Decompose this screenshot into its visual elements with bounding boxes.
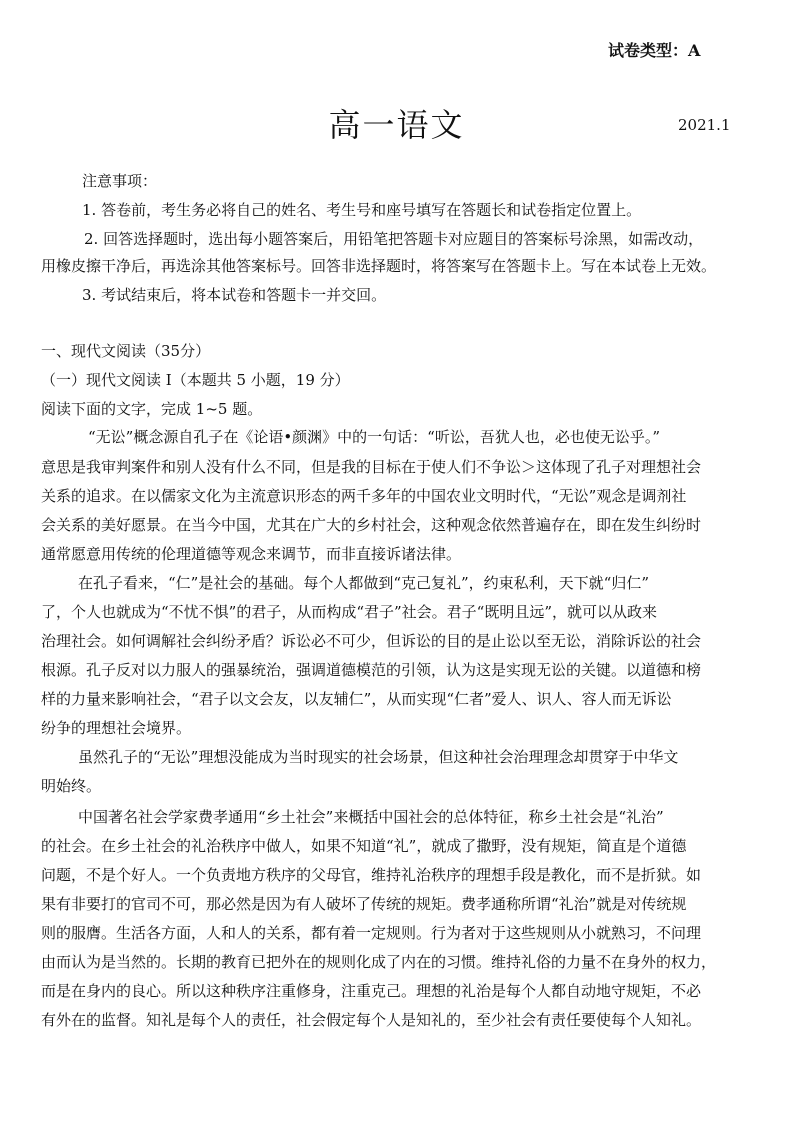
passage-line: 根源。孔子反对以力服人的强暴统治，强调道德模范的引领，认为这是实现无讼的关键。以道德和榜 [41, 661, 702, 679]
passage-line: 关系的追求。在以儒家文化为主流意识形态的两千多年的中国农业文明时代，“无讼”观念是调剂社 [41, 487, 687, 505]
passage-line: 明始终。 [41, 777, 102, 795]
section-heading: 一、现代文阅读（35分） [41, 342, 211, 360]
passage-line: 样的力量来影响社会，“君子以文会友，以友辅仁”，从而实现“仁者”爱人、识人、容人而无诉讼 [41, 690, 672, 708]
passage-line: 有外在的监督。知礼是每个人的责任，社会假定每个人是知礼的，至少社会有责任要使每个人知礼。 [41, 1011, 702, 1029]
exam-date: 2021.1 [678, 116, 731, 134]
section-instruction: 阅读下面的文字，完成 1~5 题。 [41, 400, 263, 418]
passage-line: 通常愿意用传统的伦理道德等观念来调节，而非直接诉诸法律。 [41, 545, 462, 563]
passage-line: 则的服膺。生活各方面，人和人的关系，都有着一定规则。行为者对于这些规则从小就熟习，不问理 [41, 924, 702, 942]
passage-line: 中国著名社会学家费孝通用“乡土社会”来概括中国社会的总体特征，称乡土社会是“礼治” [78, 808, 664, 826]
note-item-2-line-2: 用橡皮擦干净后，再选涂其他答案标号。回答非选择题时，将答案写在答题卡上。写在本试卷上无效。 [41, 257, 717, 275]
notes-heading: 注意事项： [82, 172, 158, 190]
passage-line: 问题，不是个好人。一个负责地方秩序的父母官，维持礼治秩序的理想手段是教化，而不是折狱。如 [41, 866, 702, 884]
passage-line: 在孔子看来，“仁”是社会的基础。每个人都做到“克己复礼”，约束私利，天下就“归仁” [78, 574, 650, 592]
passage-line: 纷争的理想社会境界。 [41, 719, 192, 737]
passage-line: 意思是我审判案件和别人没有什么不同，但是我的目标在于使人们不争讼＞这体现了孔子对理想社会 [41, 458, 702, 476]
passage-line: 的社会。在乡土社会的礼治秩序中做人，如果不知道“礼”，就成了撒野，没有规矩，简直是个道德 [41, 837, 687, 855]
passage-line: 果有非要打的官司不可，那必然是因为有人破坏了传统的规矩。费孝通称所谓“礼治”就是对传统规 [41, 895, 687, 913]
passage-line: “无讼”概念源自孔子在《论语•颜渊》中的一句话：“听讼，吾犹人也，必也使无讼乎。” [88, 428, 661, 446]
passage-line: 由而认为是当然的。长期的教育已把外在的规则化成了内在的习惯。维持礼俗的力量不在身外的权力， [41, 953, 717, 971]
note-item-2-line-1: 2. 回答选择题时，选出每小题答案后，用铅笔把答题卡对应题目的答案标号涂黑，如需改动， [84, 230, 704, 248]
passage-line: 会关系的美好愿景。在当今中国，尤其在广大的乡村社会，这种观念依然普遍存在，即在发生纠纷时 [41, 516, 702, 534]
paper-type-label: 试卷类型：A [608, 41, 701, 60]
page-title: 高一语文 [328, 106, 465, 144]
passage-line: 治理社会。如何调解社会纠纷矛盾？诉讼必不可少，但诉讼的目的是止讼以至无讼，消除诉讼的社会 [41, 632, 702, 650]
passage-line: 虽然孔子的“无讼”理想没能成为当时现实的社会场景，但这种社会治理理念却贯穿于中华文 [78, 748, 679, 766]
note-item-3: 3. 考试结束后，将本试卷和答题卡一并交回。 [82, 286, 387, 304]
note-item-1: 1. 答卷前，考生务必将自己的姓名、考生号和座号填写在答题长和试卷指定位置上。 [82, 201, 642, 219]
section-sub-heading: （一）现代文阅读 I（本题共 5 小题，19 分） [41, 371, 350, 389]
passage-line: 而是在身内的良心。所以这种秩序注重修身，注重克己。理想的礼治是每个人都自动地守规矩，不必 [41, 982, 702, 1000]
passage-line: 了，个人也就成为“不忧不惧”的君子，从而构成“君子”社会。君子“既明且远”，就可以从政来 [41, 603, 658, 621]
